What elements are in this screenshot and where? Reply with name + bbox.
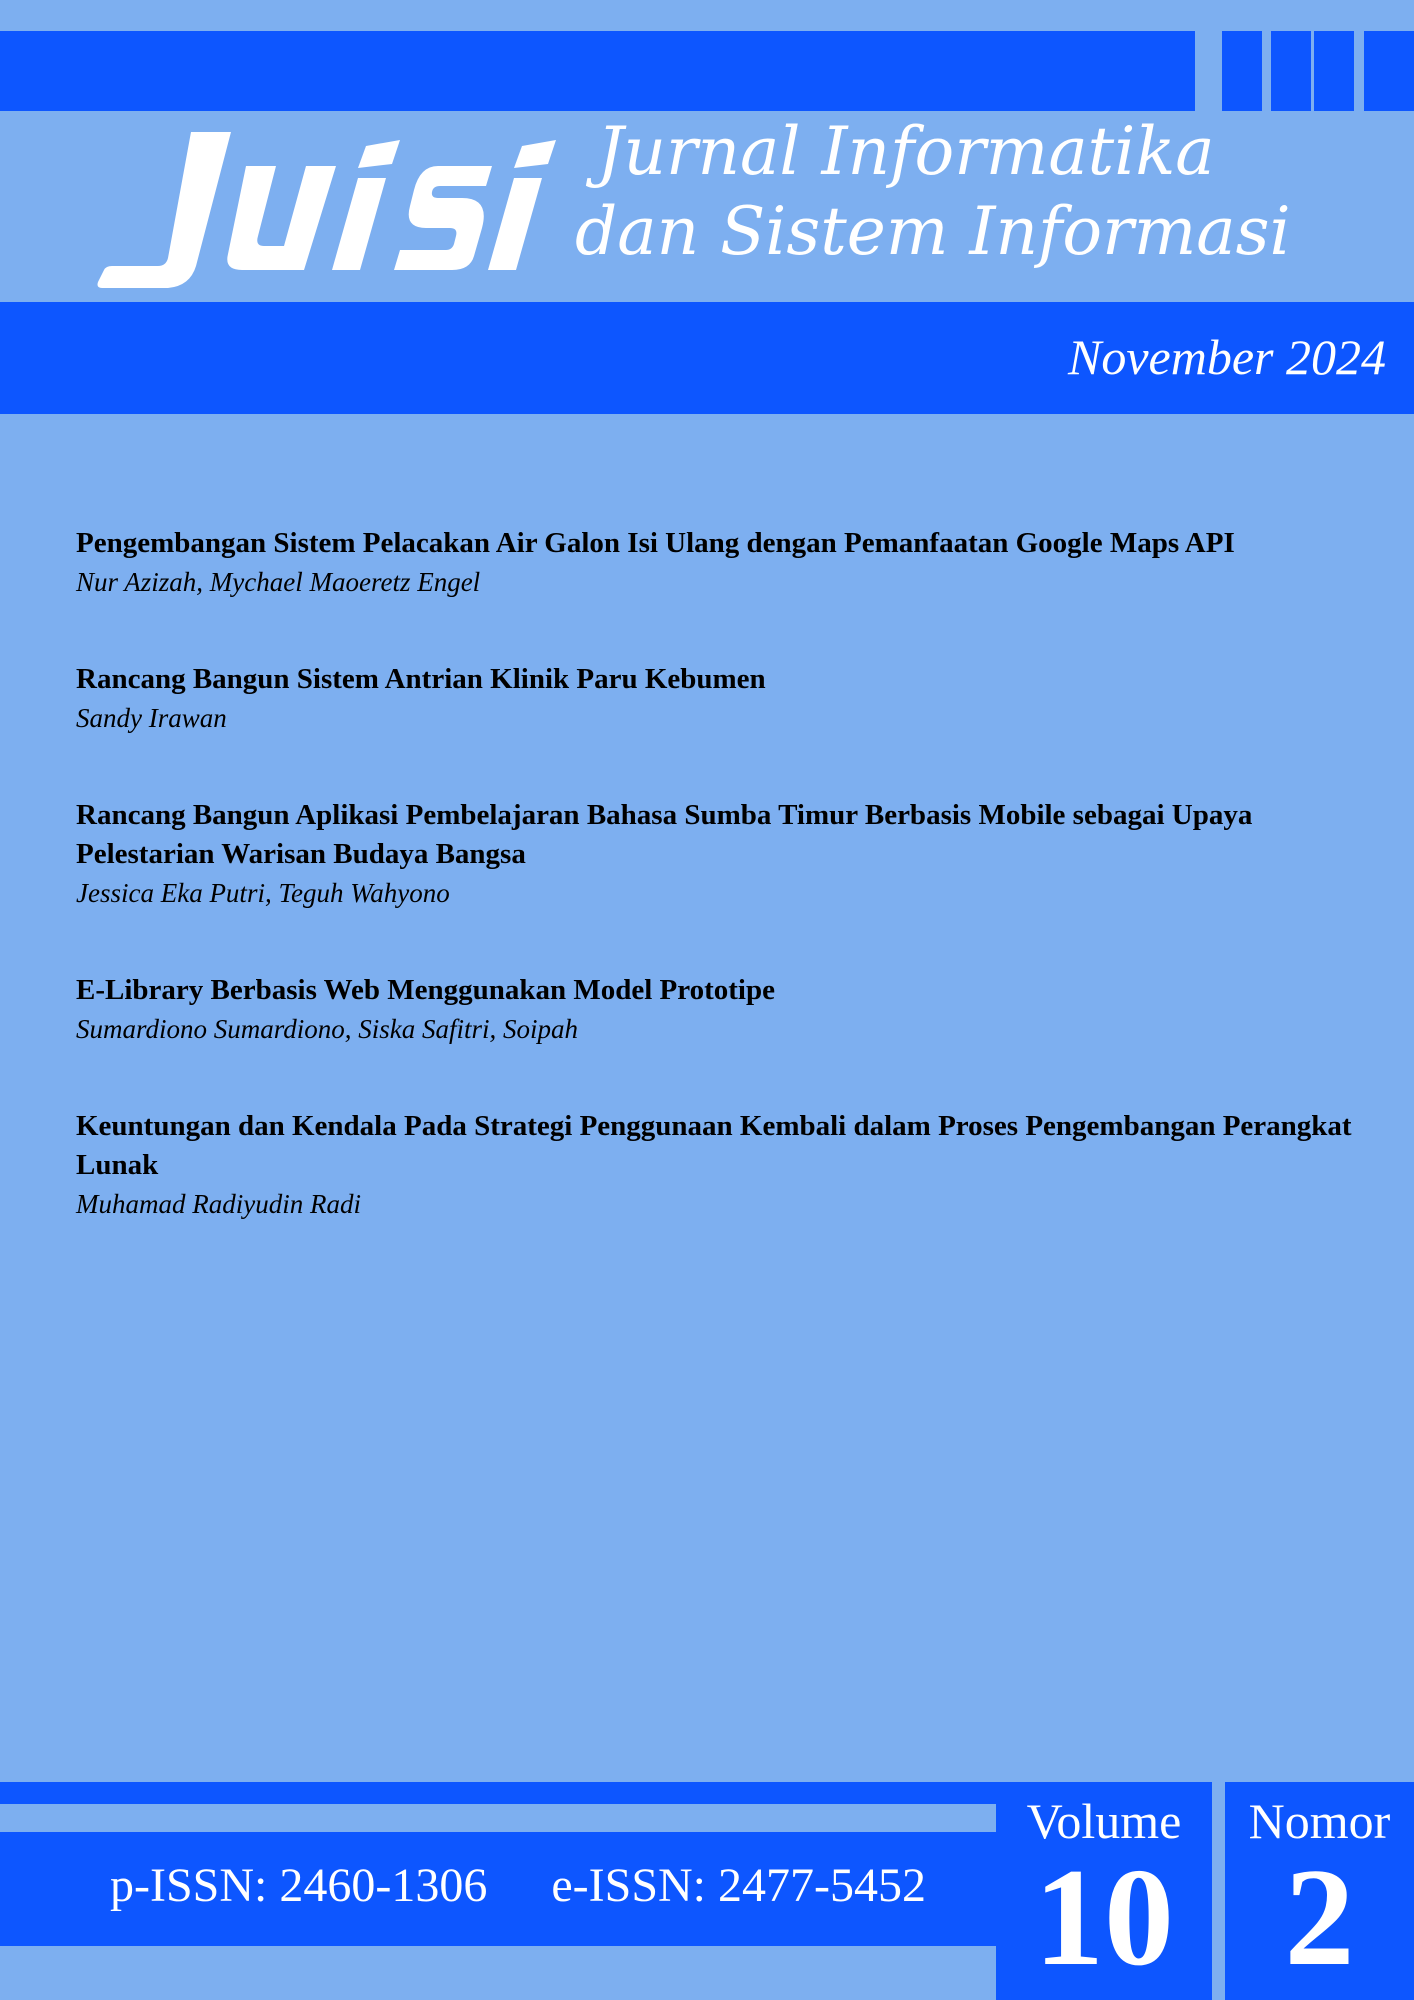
article-title: Rancang Bangun Sistem Antrian Klinik Paru Kebumen	[76, 663, 766, 695]
article-authors: Sumardiono Sumardiono, Siska Safitri, Soipah	[76, 1014, 579, 1044]
issn-info	[110, 1856, 926, 1916]
header-stripe	[1271, 31, 1311, 111]
volume-label: Volume	[1026, 1793, 1182, 1849]
footer-thin-bar	[0, 1782, 1000, 1804]
article-entry	[76, 524, 1356, 602]
number-label: Nomor	[1248, 1793, 1391, 1849]
article-title: Keuntungan dan Kendala Pada Strategi Penggunaan Kembali dalam Proses Pengembangan Perangkat Lunak	[76, 1110, 1352, 1181]
p-issn: p-ISSN: 2460-1306	[110, 1859, 488, 1912]
number-box	[1225, 1782, 1414, 2000]
article-entry	[76, 1107, 1356, 1224]
issue-date: November 2024	[1068, 329, 1386, 385]
article-title: Rancang Bangun Aplikasi Pembelajaran Bahasa Sumba Timur Berbasis Mobile sebagai Upaya Pelestarian Warisan Budaya Bangsa	[76, 799, 1253, 870]
article-authors: Muhamad Radiyudin Radi	[76, 1189, 361, 1219]
e-issn: e-ISSN: 2477-5452	[551, 1859, 926, 1912]
header-top-bar	[0, 31, 1195, 111]
header-stripe	[1364, 31, 1414, 111]
article-entry	[76, 796, 1356, 913]
article-title: Pengembangan Sistem Pelacakan Air Galon Isi Ulang dengan Pemanfaatan Google Maps API	[76, 527, 1235, 559]
header-stripe	[1222, 31, 1262, 111]
volume-box	[996, 1782, 1212, 2000]
header-stripe	[1314, 31, 1354, 111]
article-entry	[76, 971, 1356, 1049]
article-entry	[76, 660, 1356, 738]
article-authors: Sandy Irawan	[76, 703, 227, 733]
article-title: E-Library Berbasis Web Menggunakan Model Prototipe	[76, 974, 775, 1006]
table-of-contents	[76, 524, 1356, 1282]
journal-name-line1: Jurnal Informatika	[597, 113, 1215, 190]
juisi-logo-icon	[96, 118, 576, 298]
number-value: 2	[1284, 1840, 1355, 1995]
article-authors: Jessica Eka Putri, Teguh Wahyono	[76, 878, 450, 908]
volume-value: 10	[1034, 1840, 1174, 1995]
journal-name-line2: dan Sistem Informasi	[575, 193, 1291, 270]
journal-logo	[96, 118, 576, 298]
journal-name	[575, 112, 1375, 272]
article-authors: Nur Azizah, Mychael Maoeretz Engel	[76, 567, 481, 597]
